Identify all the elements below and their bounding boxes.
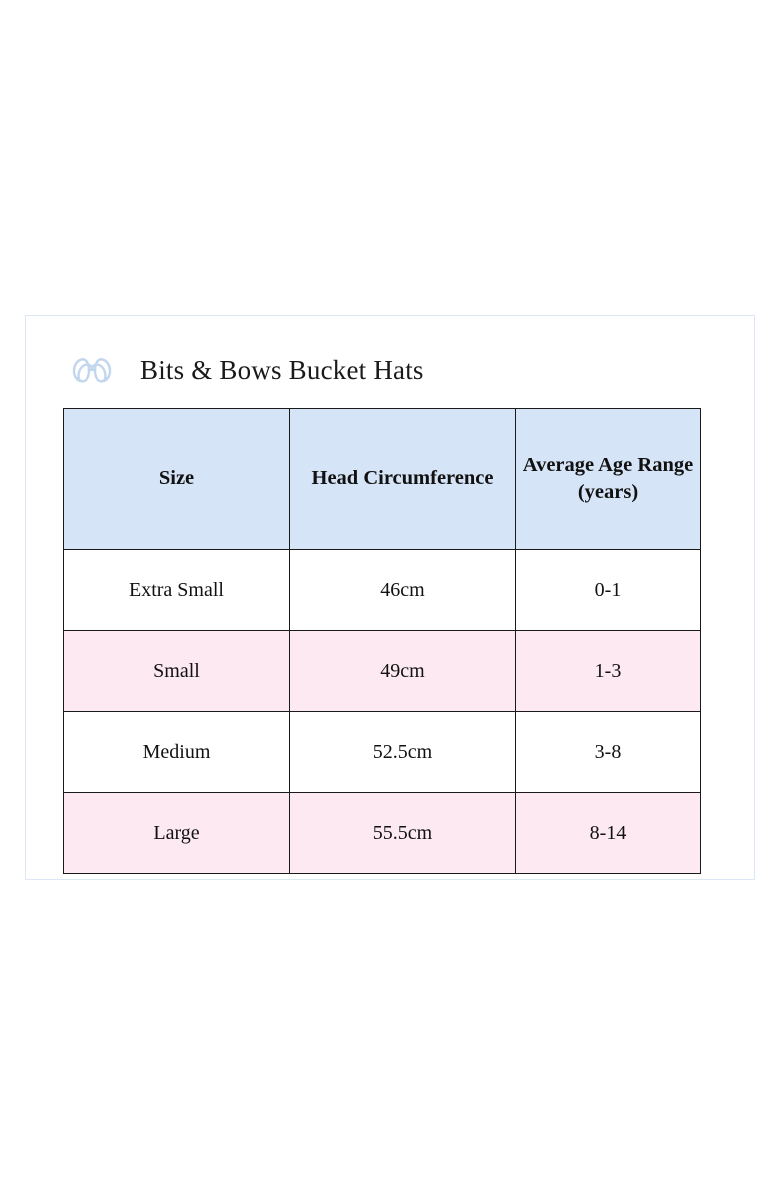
table-row [64, 550, 701, 631]
table-row [64, 793, 701, 874]
page-title: Bits & Bows Bucket Hats [140, 354, 424, 385]
cell-age-range: 8-14 [516, 793, 701, 874]
size-chart-card [25, 315, 755, 880]
cell-head-circumference: 46cm [290, 550, 516, 631]
column-header-size: Size [64, 409, 290, 550]
cell-head-circumference: 52.5cm [290, 712, 516, 793]
size-table [63, 408, 701, 874]
cell-size: Medium [64, 712, 290, 793]
table-row [64, 631, 701, 712]
column-header-average-age-range: Average Age Range (years) [516, 409, 701, 550]
cell-head-circumference: 55.5cm [290, 793, 516, 874]
cell-size: Large [64, 793, 290, 874]
bits-and-bows-monogram-icon [66, 348, 118, 392]
cell-size: Extra Small [64, 550, 290, 631]
cell-size: Small [64, 631, 290, 712]
cell-age-range: 0-1 [516, 550, 701, 631]
size-table-container [63, 408, 700, 874]
column-header-head-circumference: Head Circumference [290, 409, 516, 550]
cell-head-circumference: 49cm [290, 631, 516, 712]
card-header [26, 316, 754, 392]
table-header-row [64, 409, 701, 550]
cell-age-range: 1-3 [516, 631, 701, 712]
cell-age-range: 3-8 [516, 712, 701, 793]
table-row [64, 712, 701, 793]
